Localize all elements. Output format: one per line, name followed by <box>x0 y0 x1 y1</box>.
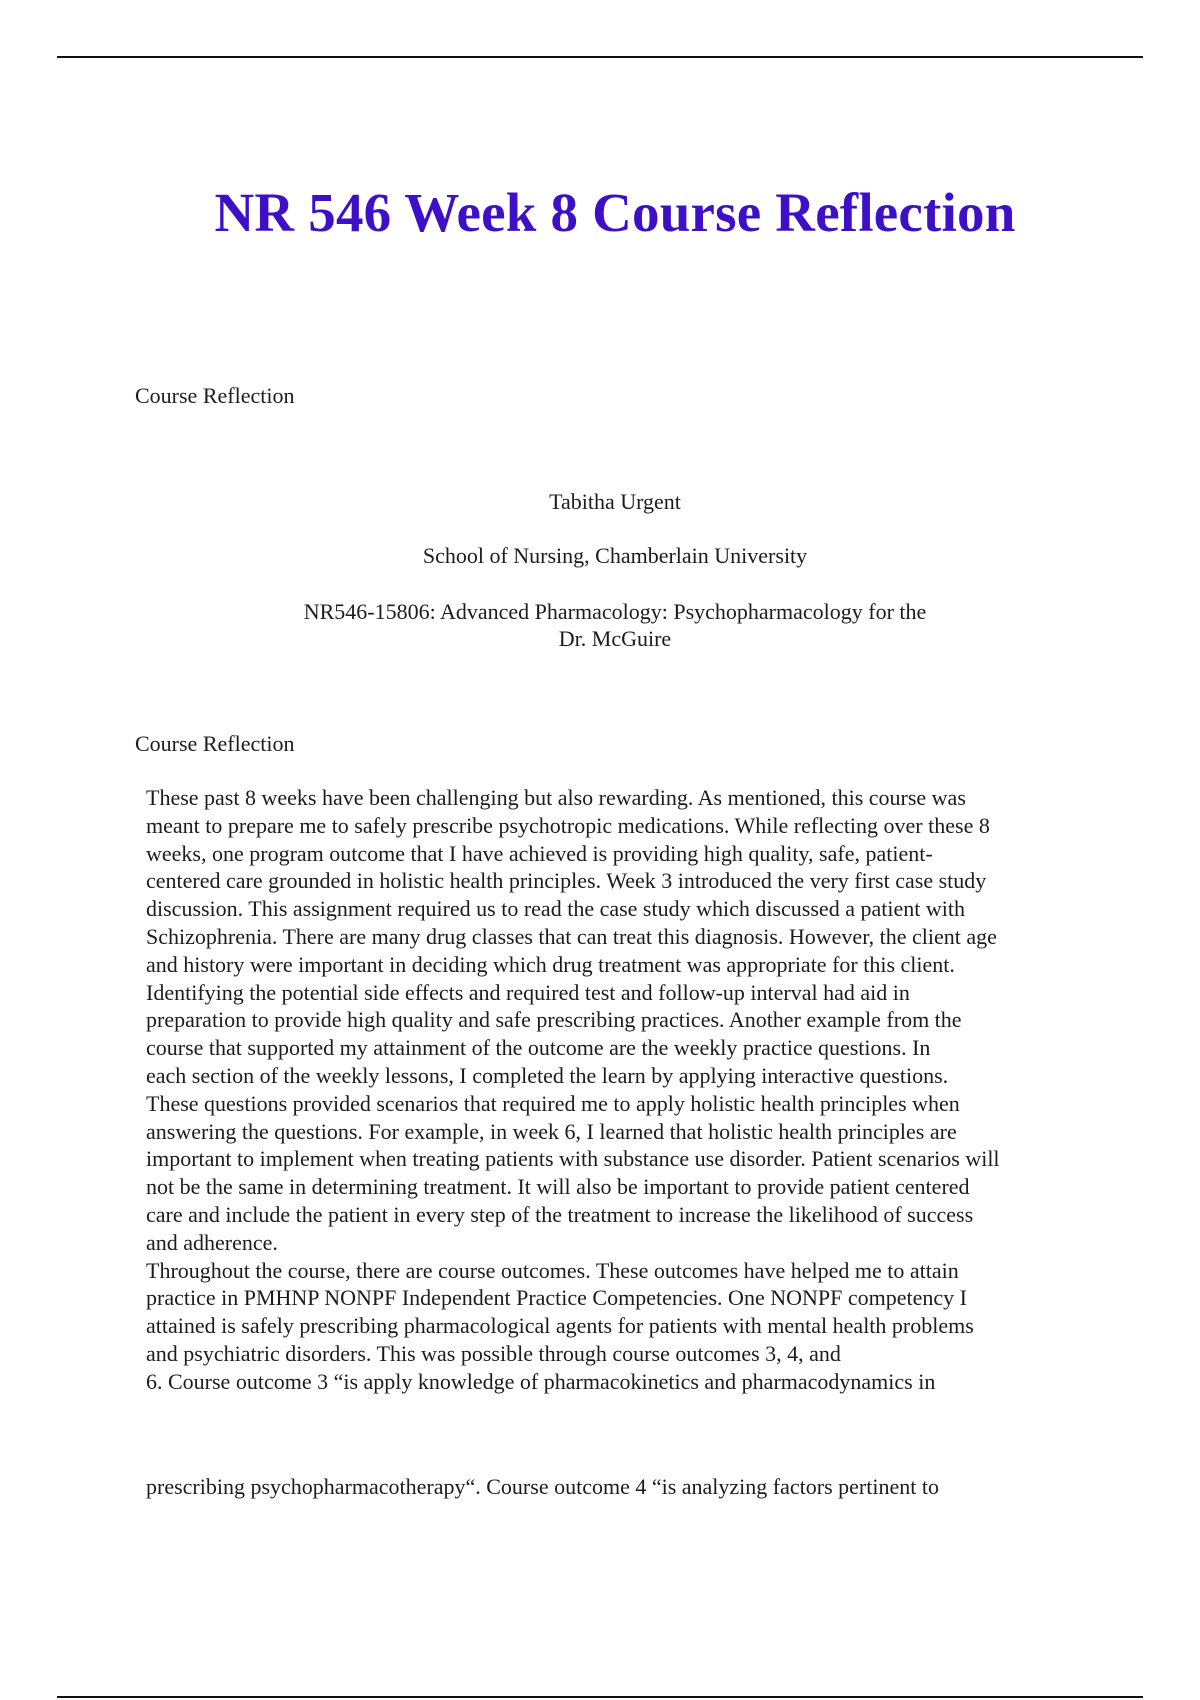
body-line: preparation to provide high quality and safe prescribing practices. Another example from the <box>146 1007 962 1033</box>
body-line: answering the questions. For example, in week 6, I learned that holistic health principles are <box>146 1118 957 1144</box>
body-line: attained is safely prescribing pharmacological agents for patients with mental health problems <box>146 1313 974 1339</box>
course-title: NR546-15806: Advanced Pharmacology: Psychopharmacology for the <box>303 599 927 624</box>
top-rule <box>57 56 1143 58</box>
body-line: and psychiatric disorders. This was possible through course outcomes 3, 4, and <box>146 1340 841 1366</box>
cover-label: Course Reflection <box>135 383 295 408</box>
body-line: 6. Course outcome 3 “is apply knowledge of pharmacokinetics and pharmacodynamics in <box>146 1368 936 1394</box>
document-title: NR 546 Week 8 Course Reflection <box>214 182 1016 243</box>
body-line: practice in PMHNP NONPF Independent Practice Competencies. One NONPF competency I <box>146 1285 967 1311</box>
body-line: important to implement when treating patients with substance use disorder. Patient scenarios will <box>146 1146 1000 1172</box>
body-line: each section of the weekly lessons, I completed the learn by applying interactive questions. <box>146 1062 949 1088</box>
body-line: These questions provided scenarios that required me to apply holistic health principles when <box>146 1090 960 1116</box>
body-line: Identifying the potential side effects and required test and follow-up interval had aid in <box>146 979 910 1005</box>
course-info <box>0 598 1200 652</box>
body-line: weeks, one program outcome that I have achieved is providing high quality, safe, patient- <box>146 840 933 866</box>
continued-line: prescribing psychopharmacotherapy“. Course outcome 4 “is analyzing factors pertinent to <box>146 1474 939 1499</box>
body-line: centered care grounded in holistic health principles. Week 3 introduced the very first case study <box>146 868 987 894</box>
school-name: School of Nursing, Chamberlain University <box>422 543 808 568</box>
section-heading: Course Reflection <box>135 731 295 756</box>
body-line: not be the same in determining treatment. It will also be important to provide patient centered <box>146 1174 970 1200</box>
body-line: course that supported my attainment of the outcome are the weekly practice questions. In <box>146 1035 931 1061</box>
body-line: and adherence. <box>146 1229 278 1255</box>
bottom-rule <box>57 1696 1143 1698</box>
body-line: care and include the patient in every step of the treatment to increase the likelihood of success <box>146 1201 974 1227</box>
author-name: Tabitha Urgent <box>549 489 681 514</box>
body-line: meant to prepare me to safely prescribe psychotropic medications. While reflecting over these 8 <box>146 812 990 838</box>
instructor-name: Dr. McGuire <box>558 626 672 651</box>
reflection-body <box>146 784 1096 1396</box>
body-line: and history were important in deciding which drug treatment was appropriate for this client. <box>146 951 955 977</box>
body-line: discussion. This assignment required us to read the case study which discussed a patient with <box>146 896 965 922</box>
body-line: These past 8 weeks have been challenging but also rewarding. As mentioned, this course was <box>146 785 966 810</box>
body-line: Throughout the course, there are course outcomes. These outcomes have helped me to attain <box>146 1257 959 1283</box>
body-line: Schizophrenia. There are many drug classes that can treat this diagnosis. However, the client age <box>146 923 997 949</box>
